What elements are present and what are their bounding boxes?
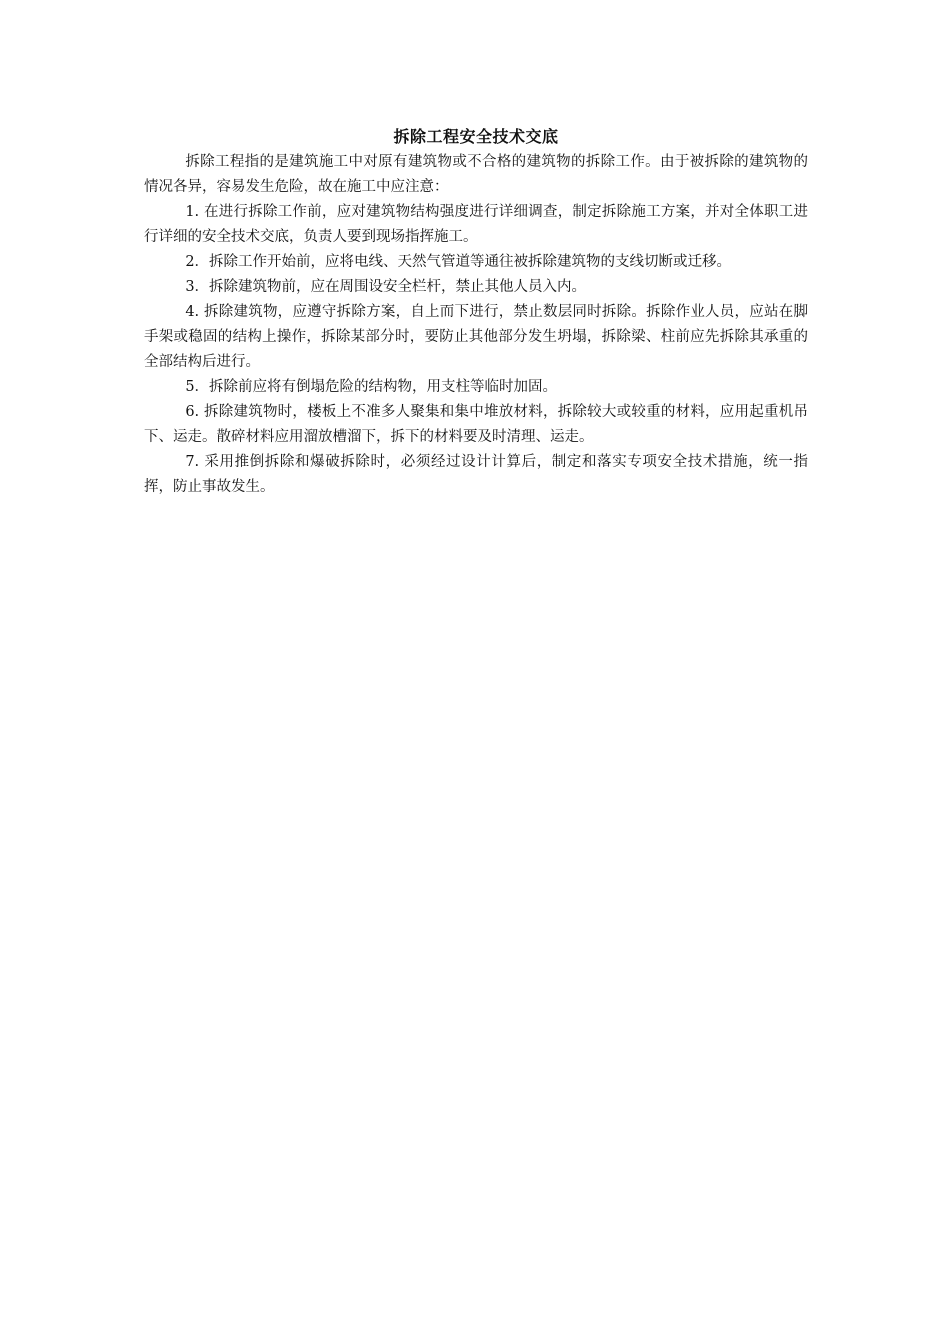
document-body: [144, 124, 808, 500]
item-1-paragraph: 1. 在进行拆除工作前，应对建筑物结构强度进行详细调查，制定拆除施工方案，并对全体职工进行详细的安全技术交底，负责人要到现场指挥施工。: [144, 204, 808, 245]
item-7-paragraph: 7. 采用推倒拆除和爆破拆除时，必须经过设计计算后，制定和落实专项安全技术措施，统一指挥，防止事故发生。: [144, 454, 808, 495]
item-4-paragraph: 4. 拆除建筑物，应遵守拆除方案，自上而下进行，禁止数层同时拆除。拆除作业人员，应站在脚手架或稳固的结构上操作，拆除某部分时，要防止其他部分发生坍塌，拆除梁、柱前应先拆除其承重的全部结构后进行。: [144, 304, 808, 370]
document-title: 拆除工程安全技术交底: [393, 127, 559, 146]
item-3-paragraph: 3．拆除建筑物前，应在周围设安全栏杆，禁止其他人员入内。: [185, 279, 587, 295]
item-6-paragraph: 6. 拆除建筑物时，楼板上不准多人聚集和集中堆放材料，拆除较大或较重的材料，应用起重机吊下、运走。散碎材料应用溜放槽溜下，拆下的材料要及时清理、运走。: [144, 404, 808, 445]
intro-paragraph: 拆除工程指的是建筑施工中对原有建筑物或不合格的建筑物的拆除工作。由于被拆除的建筑物的情况各异，容易发生危险，故在施工中应注意：: [144, 154, 808, 195]
item-5-paragraph: 5．拆除前应将有倒塌危险的结构物，用支柱等临时加固。: [185, 379, 558, 395]
item-2-paragraph: 2．拆除工作开始前，应将电线、天然气管道等通往被拆除建筑物的支线切断或迁移。: [185, 254, 732, 270]
